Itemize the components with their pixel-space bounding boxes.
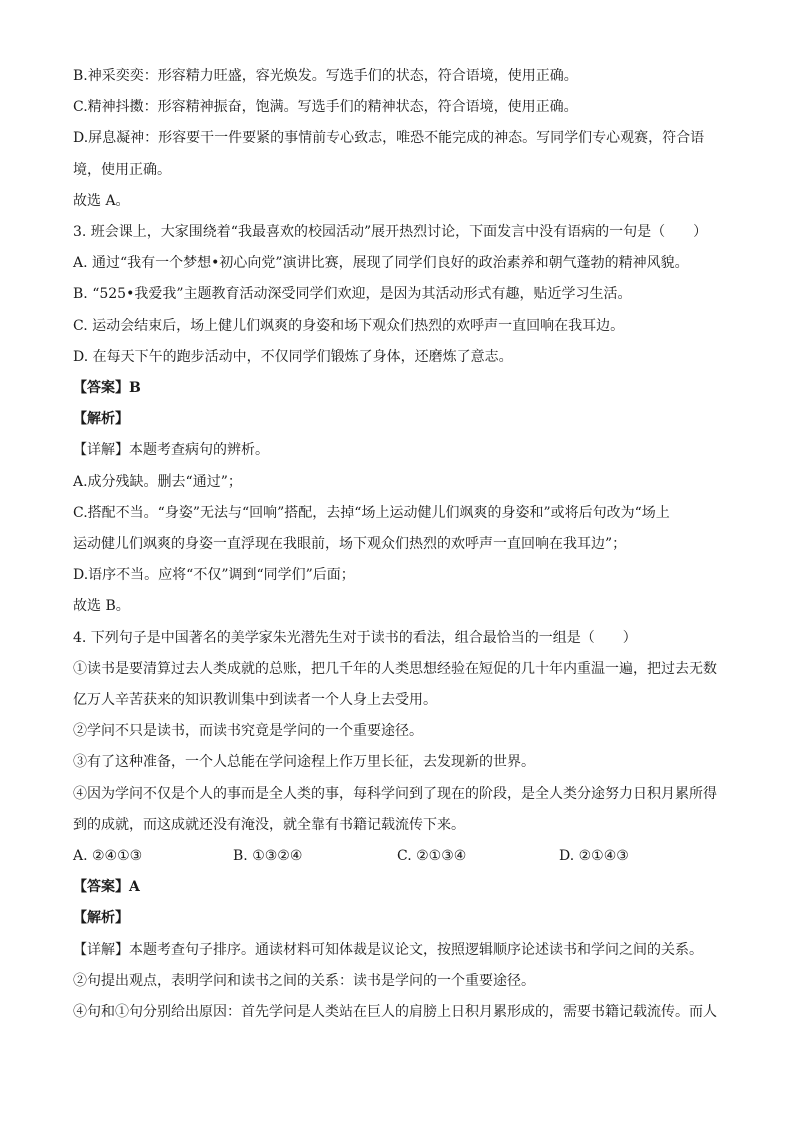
- question-3-stem: 3. 班会课上，大家围绕着“我最喜欢的校园活动”展开热烈讨论，下面发言中没有语病的一句是（ ）: [73, 224, 708, 240]
- analysis-label: 【解析】: [73, 411, 129, 427]
- question-3-option-b: B. “525•我爱我”主题教育活动深受同学们欢迎，是因为其活动形式有趣，贴近学习生活。: [73, 286, 632, 302]
- sentence-1-cont: 亿万人辛苦获来的知识教训集中到读者一个人身上去受用。: [73, 692, 437, 708]
- text-line: ②句提出观点，表明学问和读书之间的关系：读书是学问的一个重要途径。: [73, 973, 535, 989]
- text-line: C.精神抖擞：形容精神振奋，饱满。写选手们的精神状态，符合语境，使用正确。: [73, 99, 578, 115]
- detail-line: 【详解】本题考查病句的辨析。: [73, 442, 269, 458]
- text-line: 故选 A。: [73, 193, 130, 209]
- answer-label: 【答案】B: [73, 380, 141, 396]
- text-line: 运动健儿们飒爽的身姿一直浮现在我眼前，场下观众们热烈的欢呼声一直回响在我耳边”；: [73, 536, 627, 552]
- detail-line: 【详解】本题考查句子排序。通读材料可知体裁是议论文，按照逻辑顺序论述读书和学问之间的关系。: [73, 942, 703, 958]
- text-line: D.语序不当。应将“不仅”调到“同学们”后面；: [73, 567, 355, 583]
- answer-label: 【答案】A: [73, 879, 140, 895]
- text-line: A.成分残缺。删去“通过”；: [73, 474, 242, 490]
- sentence-4: ④因为学问不仅是个人的事而是全人类的事，每科学问到了现在的阶段，是全人类分途努力日积月累所得: [73, 786, 717, 802]
- text-line: D.屏息凝神：形容要干一件要紧的事情前专心致志，唯恐不能完成的神态。写同学们专心观赛，符合语: [73, 130, 705, 146]
- text-line: ④句和①句分别给出原因：首先学问是人类站在巨人的肩膀上日积月累形成的，需要书籍记载流传。而人: [73, 1004, 717, 1020]
- question-4-option-a: A. ②④①③: [73, 848, 143, 864]
- text-line: C.搭配不当。“身姿”无法与“回响”搭配，去掉“场上运动健儿们飒爽的身姿和”或将后句改为“场上: [73, 505, 670, 521]
- question-4-stem: 4. 下列句子是中国著名的美学家朱光潜先生对于读书的看法，组合最恰当的一组是（ ）: [73, 630, 637, 646]
- question-4-option-b: B. ①③②④: [233, 848, 303, 864]
- text-line: 境，使用正确。: [73, 162, 171, 178]
- question-3-option-a: A. 通过“我有一个梦想•初心向党”演讲比赛，展现了同学们良好的政治素养和朝气蓬勃的精神风貌。: [73, 255, 689, 271]
- question-3-option-d: D. 在每天下午的跑步活动中，不仅同学们锻炼了身体，还磨炼了意志。: [73, 349, 513, 365]
- text-line: B.神采奕奕：形容精力旺盛，容光焕发。写选手们的状态，符合语境，使用正确。: [73, 68, 578, 84]
- question-4-option-c: C. ②①③④: [397, 848, 467, 864]
- analysis-label: 【解析】: [73, 910, 129, 926]
- sentence-3: ③有了这种准备，一个人总能在学问途程上作万里长征，去发现新的世界。: [73, 754, 535, 770]
- text-line: 故选 B。: [73, 598, 130, 614]
- sentence-1: ①读书是要清算过去人类成就的总账，把几千年的人类思想经验在短促的几十年内重温一遍，把过去无数: [73, 661, 717, 677]
- sentence-4-cont: 到的成就，而这成就还没有淹没，就全靠有书籍记载流传下来。: [73, 817, 465, 833]
- question-4-option-d: D. ②①④③: [559, 848, 629, 864]
- sentence-2: ②学问不只是读书，而读书究竟是学问的一个重要途径。: [73, 723, 423, 739]
- question-3-option-c: C. 运动会结束后，场上健儿们飒爽的身姿和场下观众们热烈的欢呼声一直回响在我耳边。: [73, 318, 625, 334]
